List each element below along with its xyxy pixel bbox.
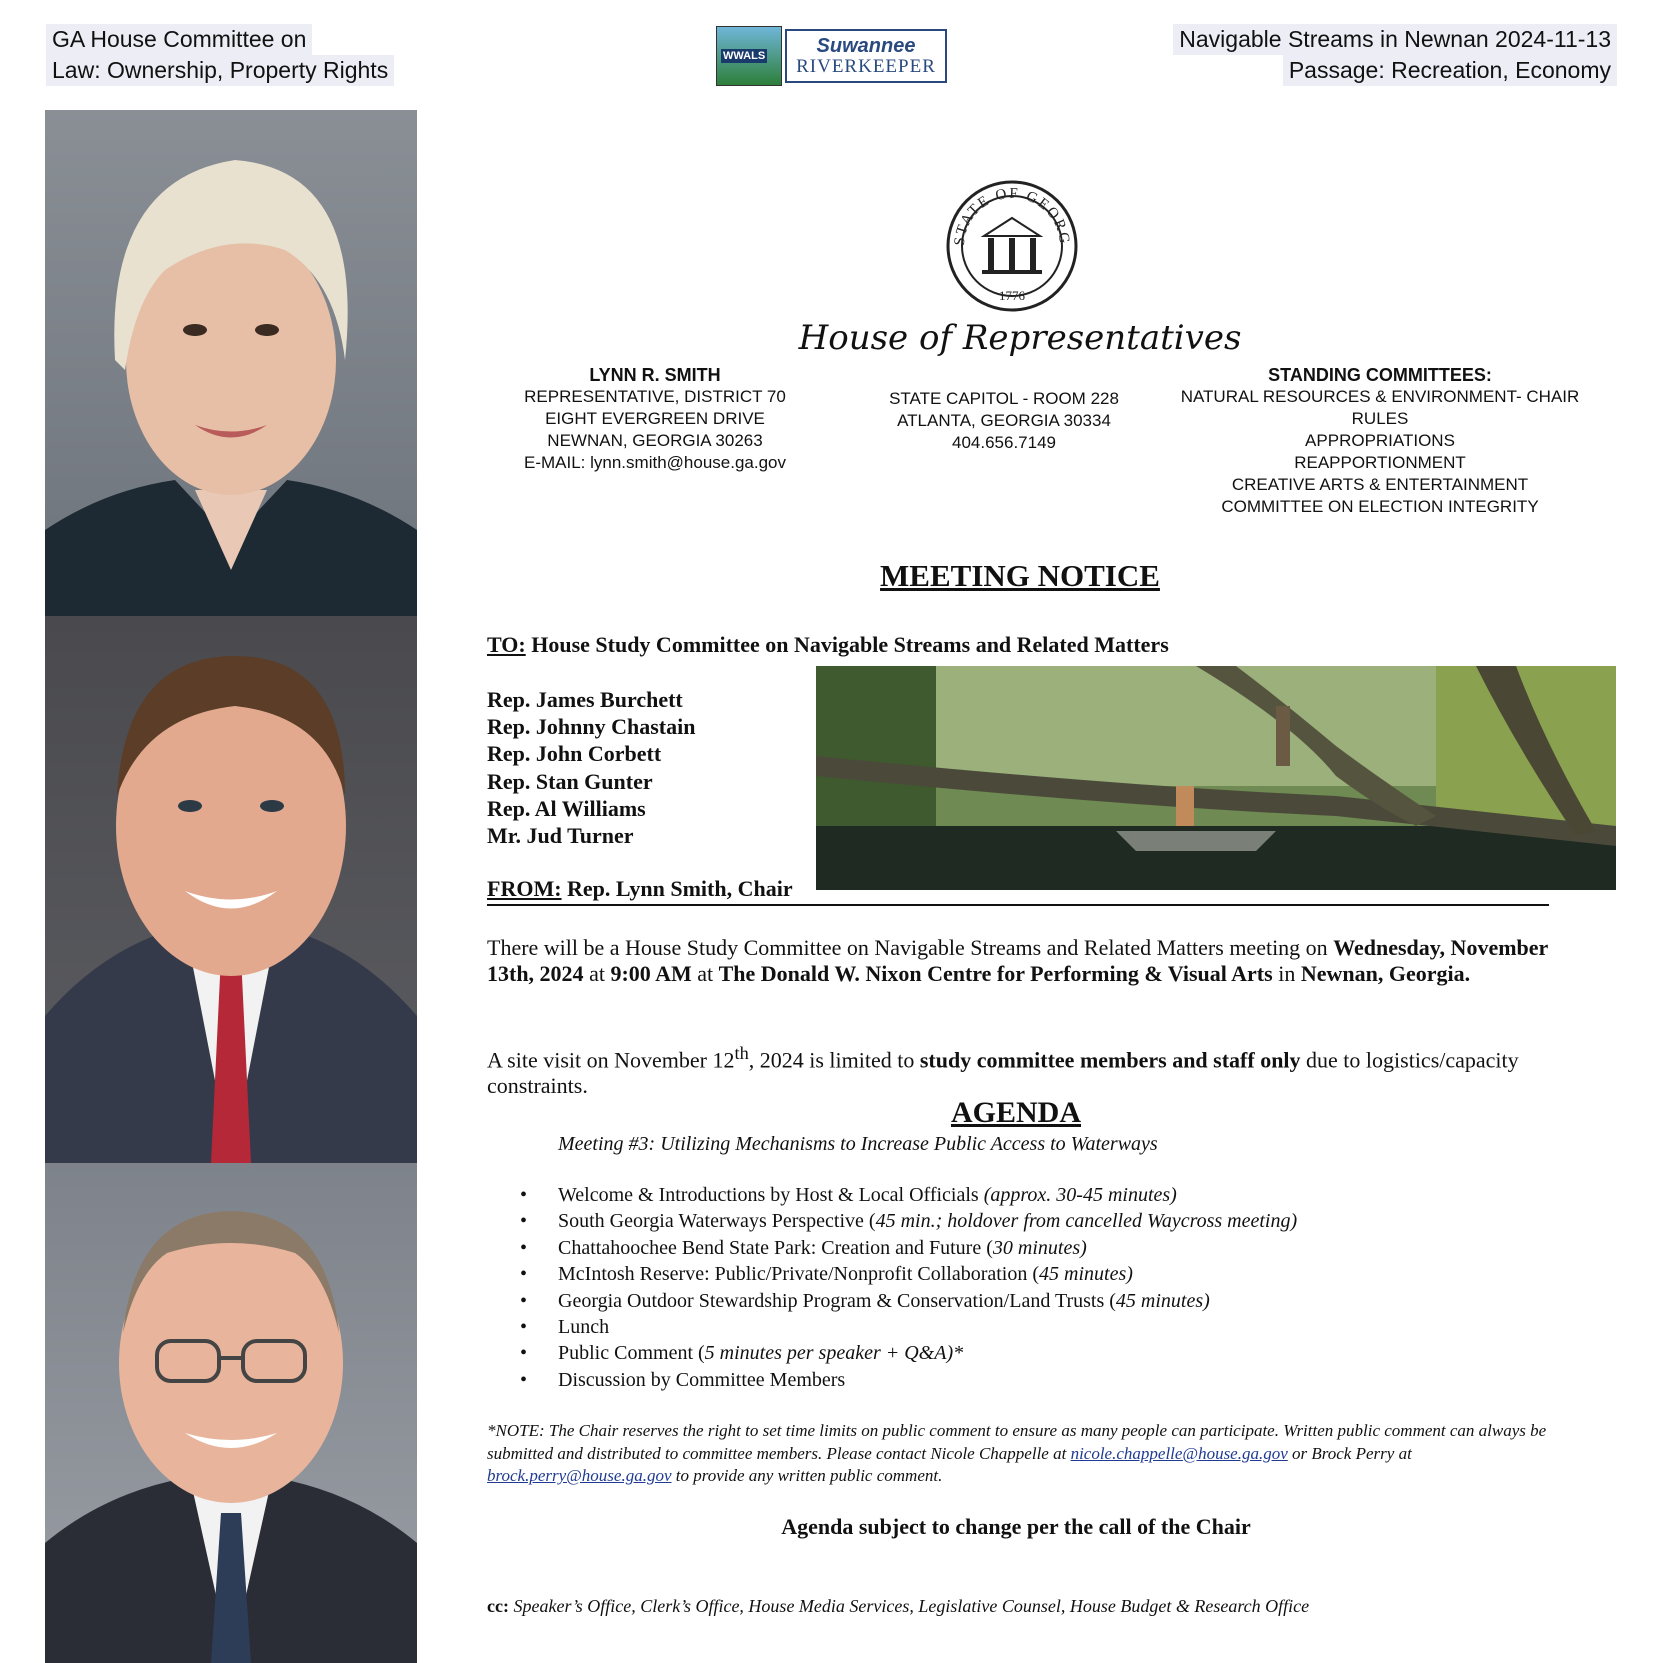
list-item <box>520 1235 1297 1261</box>
divider <box>487 904 1549 906</box>
agenda-item-note: 45 minutes) <box>1039 1263 1133 1286</box>
list-item: Rep. Johnny Chastain <box>487 714 696 740</box>
agenda-item-note: (approx. 30-45 minutes) <box>983 1184 1177 1206</box>
list-item <box>520 1367 1297 1393</box>
ordinal-suffix: th <box>734 1043 749 1063</box>
seal-year: 1776 <box>999 288 1025 303</box>
site-visit-paragraph <box>487 1040 1557 1099</box>
site-visit-text: A site visit on November 12 <box>487 1047 735 1073</box>
from-value: Rep. Lynn Smith, Chair <box>561 876 793 901</box>
list-item: Rep. James Burchett <box>487 687 683 712</box>
agenda-item-text: Lunch <box>558 1316 610 1339</box>
list-item <box>520 1208 1297 1234</box>
list-item <box>520 1340 1297 1366</box>
agenda-item-note: 45 minutes) <box>1115 1289 1210 1312</box>
committee-item: NATURAL RESOURCES & ENVIRONMENT- CHAIR <box>1180 387 1580 406</box>
header-left-line-2: Law: Ownership, Property Rights <box>46 55 394 86</box>
agenda-item-text: Chattahoochee Bend State Park: Creation and Future ( <box>558 1236 993 1259</box>
portrait-man-1 <box>45 616 417 1163</box>
river-photo <box>816 666 1616 890</box>
meeting-paragraph <box>487 935 1557 987</box>
note-text: or Brock Perry at <box>1287 1443 1412 1463</box>
header-right-line-1: Navigable Streams in Newnan 2024-11-13 <box>1173 24 1617 55</box>
agenda-item-text: Public Comment ( <box>558 1342 705 1365</box>
meeting-city: Newnan, Georgia. <box>1300 961 1471 986</box>
to-value: House Study Committee on Navigable Streams and Related Matters <box>525 632 1169 657</box>
capitol-info <box>870 388 1138 454</box>
header-left-line-1: GA House Committee on <box>46 24 312 55</box>
riverkeeper-logo-line-2: RIVERKEEPER <box>796 56 936 77</box>
note-text: to provide any written public comment. <box>671 1466 943 1485</box>
cc-recipients: Speaker’s Office, Clerk’s Office, House Media Services, Legislative Counsel, House Budget & Research Office <box>508 1596 1310 1616</box>
georgia-seal-icon <box>944 178 1080 314</box>
committee-item: RULES <box>1351 409 1409 428</box>
committee-item: REAPPORTIONMENT <box>1294 453 1466 472</box>
committee-item: COMMITTEE ON ELECTION INTEGRITY <box>1221 497 1539 516</box>
list-item <box>520 1314 1297 1340</box>
meeting-text: in <box>1272 961 1301 986</box>
wwals-logo-text: WWALS <box>723 50 766 62</box>
meeting-venue: The Donald W. Nixon Centre for Performing & Visual Arts <box>718 961 1273 986</box>
agenda-item-note: 45 min.; holdover from cancelled Waycross meeting) <box>875 1210 1298 1233</box>
address-line: EIGHT EVERGREEN DRIVE <box>545 409 765 428</box>
portrait-column <box>45 110 417 1663</box>
public-comment-note <box>487 1420 1567 1488</box>
list-item: Rep. John Corbett <box>487 741 662 767</box>
phone-line: 404.656.7149 <box>952 433 1056 452</box>
meeting-text: at <box>691 961 719 986</box>
committee-item: CREATIVE ARTS & ENTERTAINMENT <box>1231 475 1529 494</box>
cc-line <box>487 1596 1309 1617</box>
list-item <box>520 1288 1297 1314</box>
header-right-line-2: Passage: Recreation, Economy <box>1283 55 1617 86</box>
from-label: FROM: <box>487 876 562 901</box>
site-visit-text: due to logistics/capacity constraints. <box>487 1047 1519 1099</box>
address-line: NEWNAN, GEORGIA 30263 <box>547 431 763 450</box>
agenda-item-text: McIntosh Reserve: Public/Private/Nonprofit Collaboration ( <box>558 1263 1040 1286</box>
committee-members-list <box>487 686 695 849</box>
meeting-text: There will be a House Study Committee on Navigable Streams and Related Matters meeting on <box>487 935 1334 960</box>
capitol-line: ATLANTA, GEORGIA 30334 <box>897 411 1111 430</box>
representative-info <box>505 364 805 474</box>
meeting-time: 9:00 AM <box>610 961 692 986</box>
agenda-title: AGENDA <box>950 1096 1081 1129</box>
email-line: E-MAIL: lynn.smith@house.ga.gov <box>524 453 786 472</box>
seal-ring-text: STATE OF GEORG <box>951 185 1073 247</box>
list-item <box>520 1182 1297 1208</box>
meeting-text: at <box>583 961 611 986</box>
cc-label: cc: <box>487 1596 509 1616</box>
note-text: *NOTE: The Chair reserves the right to set time limits on public comment to ensure as many people can participate. Written public comment can always be submitted and distributed to committee members. Please contact Nicole Chappelle at <box>487 1421 1547 1463</box>
address-line: REPRESENTATIVE, DISTRICT 70 <box>524 387 786 406</box>
agenda-item-note: 30 minutes) <box>992 1236 1087 1259</box>
committees-title: STANDING COMMITTEES: <box>1268 365 1492 385</box>
agenda-item-note: 5 minutes per speaker + Q&A)* <box>704 1342 964 1365</box>
from-line <box>487 876 793 902</box>
agenda-list <box>520 1182 1297 1393</box>
representative-name: LYNN R. SMITH <box>589 365 721 385</box>
to-line <box>487 632 1169 658</box>
portrait-man-2 <box>45 1163 417 1663</box>
site-visit-restriction: study committee members and staff only <box>919 1047 1301 1073</box>
agenda-item-text: Discussion by Committee Members <box>558 1368 846 1391</box>
list-item: Rep. Stan Gunter <box>487 768 653 794</box>
committee-item: APPROPRIATIONS <box>1305 431 1455 450</box>
suwannee-riverkeeper-logo <box>785 29 947 83</box>
header-left <box>46 24 394 86</box>
agenda-item-text: South Georgia Waterways Perspective ( <box>558 1210 876 1233</box>
wwals-logo <box>716 26 782 86</box>
meeting-notice-title: MEETING NOTICE <box>880 558 1160 593</box>
riverkeeper-logo-line-1: Suwannee <box>816 35 916 57</box>
nicole-email-link[interactable]: nicole.chappelle@house.ga.gov <box>1070 1443 1288 1463</box>
agenda-item-text: Welcome & Introductions by Host & Local Officials <box>558 1184 984 1206</box>
list-item: Rep. Al Williams <box>487 795 646 821</box>
agenda-subtitle: Meeting #3: Utilizing Mechanisms to Increase Public Access to Waterways <box>558 1133 1158 1155</box>
agenda-item-text: Georgia Outdoor Stewardship Program & Conservation/Land Trusts ( <box>558 1289 1116 1312</box>
standing-committees <box>1180 364 1580 518</box>
header-right <box>1173 24 1617 86</box>
capitol-line: STATE CAPITOL - ROOM 228 <box>889 389 1119 408</box>
house-of-representatives-title: House of Representatives <box>798 318 1242 358</box>
meeting-date: Wednesday, November 13th, 2024 <box>487 935 1548 986</box>
to-label: TO: <box>487 632 526 657</box>
site-visit-text: , 2024 is limited to <box>748 1047 920 1073</box>
list-item: Mr. Jud Turner <box>487 823 634 849</box>
list-item <box>520 1261 1297 1287</box>
brock-email-link[interactable]: brock.perry@house.ga.gov <box>487 1466 672 1485</box>
portrait-woman <box>45 110 417 616</box>
organization-logos <box>716 26 947 86</box>
agenda-subject-line: Agenda subject to change per the call of the Chair <box>781 1514 1251 1539</box>
